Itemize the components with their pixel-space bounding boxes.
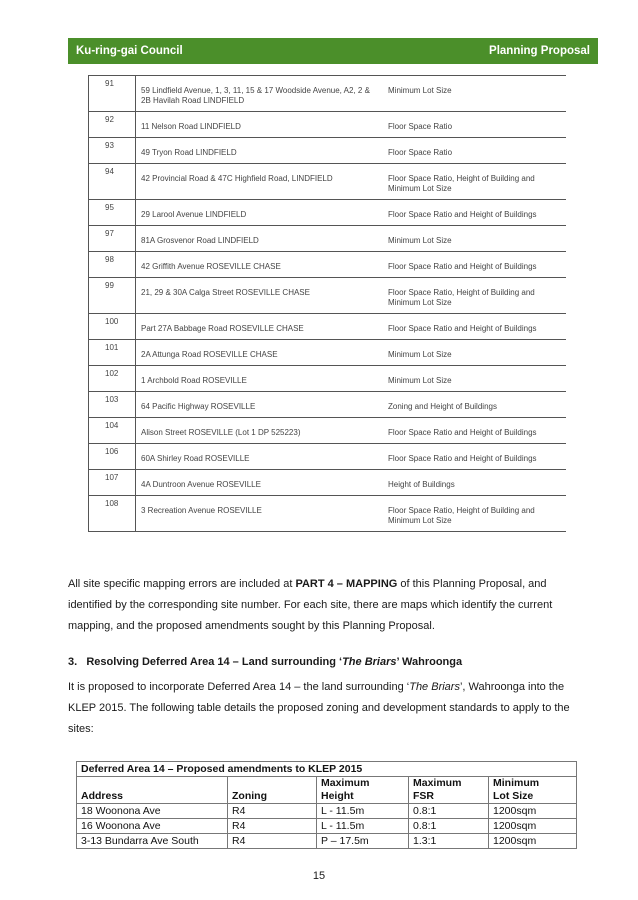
page-number: 15: [312, 870, 326, 882]
site-number: 91: [89, 76, 136, 112]
table-row: [77, 804, 577, 819]
site-number: 102: [89, 366, 136, 392]
table-cell: R4: [228, 819, 317, 834]
table-row: [89, 278, 567, 314]
site-number: 93: [89, 138, 136, 164]
mapping-type: Floor Space Ratio: [381, 112, 566, 138]
site-number: 107: [89, 470, 136, 496]
table-cell: R4: [228, 804, 317, 819]
table-header-row: [77, 777, 577, 804]
mapping-type: Floor Space Ratio and Height of Buildings: [381, 252, 566, 278]
site-address: Alison Street ROSEVILLE (Lot 1 DP 525223): [136, 418, 382, 444]
table-cell: 1200sqm: [489, 804, 577, 819]
mapping-type: Floor Space Ratio, Height of Building and Minimum Lot Size: [381, 278, 566, 314]
site-address: 42 Griffith Avenue ROSEVILLE CHASE: [136, 252, 382, 278]
site-number: 106: [89, 444, 136, 470]
site-number: 100: [89, 314, 136, 340]
table-row: [89, 444, 567, 470]
table-cell: L - 11.5m: [317, 819, 409, 834]
mapping-type: Floor Space Ratio, Height of Building and Minimum Lot Size: [381, 496, 566, 532]
site-address: 59 Lindfield Avenue, 1, 3, 11, 15 & 17 Woodside Avenue, A2, 2 & 2B Havilah Road LINDFIELD: [136, 76, 382, 112]
site-number: 97: [89, 226, 136, 252]
mapping-type: Zoning and Height of Buildings: [381, 392, 566, 418]
site-address: 81A Grosvenor Road LINDFIELD: [136, 226, 382, 252]
mapping-type: Minimum Lot Size: [381, 226, 566, 252]
site-address: 2A Attunga Road ROSEVILLE CHASE: [136, 340, 382, 366]
table-row: [89, 314, 567, 340]
section-heading: 3. Resolving Deferred Area 14 – Land surrounding ‘The Briars’ Wahroonga: [68, 656, 463, 668]
table-cell: 16 Woonona Ave: [77, 819, 228, 834]
council-name: Ku-ring-gai Council: [76, 45, 183, 57]
site-number: 103: [89, 392, 136, 418]
table-row: [89, 366, 567, 392]
site-address: 42 Provincial Road & 47C Highfield Road, LINDFIELD: [136, 164, 382, 200]
table-row: [89, 392, 567, 418]
table-row: [77, 834, 577, 849]
mapping-type: Minimum Lot Size: [381, 76, 566, 112]
table-row: [89, 200, 567, 226]
table-row: [89, 470, 567, 496]
table-row: [89, 340, 567, 366]
mapping-type: Floor Space Ratio and Height of Buildings: [381, 314, 566, 340]
document-title: Planning Proposal: [489, 45, 590, 57]
mapping-type: Floor Space Ratio, Height of Building and Minimum Lot Size: [381, 164, 566, 200]
site-mapping-table: [88, 75, 566, 532]
table-caption: Deferred Area 14 – Proposed amendments to KLEP 2015: [77, 762, 577, 777]
site-number: 95: [89, 200, 136, 226]
table-cell: 0.8:1: [409, 804, 489, 819]
table-row: [89, 496, 567, 532]
site-address: 21, 29 & 30A Calga Street ROSEVILLE CHASE: [136, 278, 382, 314]
site-address: 49 Tryon Road LINDFIELD: [136, 138, 382, 164]
table-cell: 1200sqm: [489, 819, 577, 834]
mapping-type: Floor Space Ratio and Height of Buildings: [381, 444, 566, 470]
site-address: 1 Archbold Road ROSEVILLE: [136, 366, 382, 392]
part4-reference: PART 4 – MAPPING: [295, 578, 398, 590]
site-number: 108: [89, 496, 136, 532]
mapping-type: Floor Space Ratio: [381, 138, 566, 164]
table-cell: 18 Woonona Ave: [77, 804, 228, 819]
site-address: 29 Larool Avenue LINDFIELD: [136, 200, 382, 226]
table-row: [89, 252, 567, 278]
table-cell: 3-13 Bundarra Ave South: [77, 834, 228, 849]
mapping-paragraph: All site specific mapping errors are included at PART 4 – MAPPING of this Planning Proposal, and identified by the corresponding site number. For each site, there are maps which identify the current mapping, and the proposed amendments sought by this Planning Proposal.: [68, 578, 553, 632]
site-address: 64 Pacific Highway ROSEVILLE: [136, 392, 382, 418]
page-header: [68, 38, 598, 64]
column-header: Maximum Height: [317, 777, 409, 804]
table-cell: 0.8:1: [409, 819, 489, 834]
mapping-type: Minimum Lot Size: [381, 366, 566, 392]
mapping-type: Minimum Lot Size: [381, 340, 566, 366]
table-cell: P – 17.5m: [317, 834, 409, 849]
mapping-type: Floor Space Ratio and Height of Buildings: [381, 418, 566, 444]
site-address: 4A Duntroon Avenue ROSEVILLE: [136, 470, 382, 496]
table-cell: L - 11.5m: [317, 804, 409, 819]
table-row: [89, 418, 567, 444]
column-header: Zoning: [228, 777, 317, 804]
column-header: Address: [77, 777, 228, 804]
deferred-area-table: [76, 761, 577, 849]
table-row: [89, 164, 567, 200]
column-header: Minimum Lot Size: [489, 777, 577, 804]
mapping-type: Floor Space Ratio and Height of Buildings: [381, 200, 566, 226]
column-header: Maximum FSR: [409, 777, 489, 804]
site-number: 99: [89, 278, 136, 314]
deferred-area-paragraph: It is proposed to incorporate Deferred Area 14 – the land surrounding ‘The Briars’, Wahroonga into the KLEP 2015. The following table details the proposed zoning and development standards to apply to the sites:: [68, 681, 570, 735]
site-number: 98: [89, 252, 136, 278]
table-row: [89, 76, 567, 112]
site-address: 11 Nelson Road LINDFIELD: [136, 112, 382, 138]
site-address: Part 27A Babbage Road ROSEVILLE CHASE: [136, 314, 382, 340]
site-number: 101: [89, 340, 136, 366]
site-number: 94: [89, 164, 136, 200]
table-cell: 1.3:1: [409, 834, 489, 849]
table-row: [89, 138, 567, 164]
table-row: [89, 226, 567, 252]
site-number: 104: [89, 418, 136, 444]
table-cell: 1200sqm: [489, 834, 577, 849]
table-row: [89, 112, 567, 138]
site-address: 3 Recreation Avenue ROSEVILLE: [136, 496, 382, 532]
site-number: 92: [89, 112, 136, 138]
mapping-type: Height of Buildings: [381, 470, 566, 496]
site-address: 60A Shirley Road ROSEVILLE: [136, 444, 382, 470]
table-cell: R4: [228, 834, 317, 849]
table-row: [77, 819, 577, 834]
